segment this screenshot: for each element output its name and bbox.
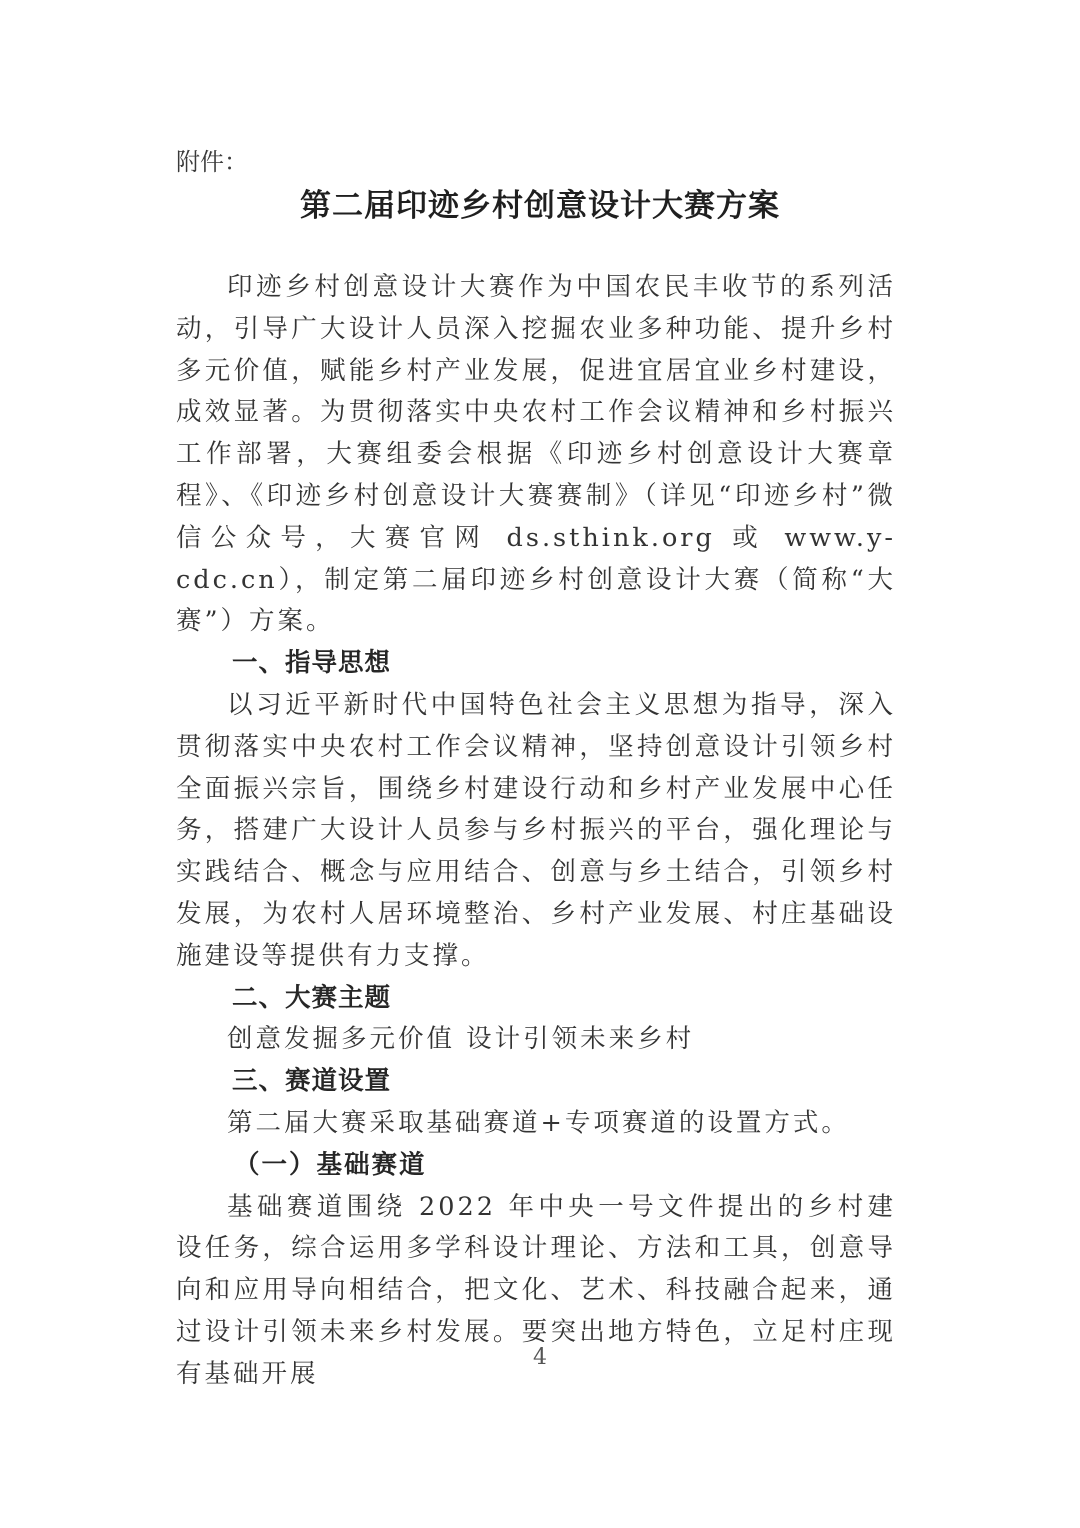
- subsection-heading-basic-track: （一）基础赛道: [234, 1149, 427, 1180]
- theme-paragraph: 创意发掘多元价值 设计引领未来乡村: [227, 1024, 695, 1055]
- guiding-ideology-paragraph: 以习近平新时代中国特色社会主义思想为指导，深入贯彻落实中央农村工作会议精神，坚持创意设计引领乡村全面振兴宗旨，围绕乡村建设行动和乡村产业发展中心任务，搭建广大设计人员参与乡村振兴的平台，强化理论与实践结合、概念与应用结合、创意与乡土结合，引领乡村发展，为农村人居环境整治、乡村产业发展、村庄基础设施建设等提供有力支撑。: [176, 689, 896, 971]
- tracks-paragraph: 第二届大赛采取基础赛道+专项赛道的设置方式。: [227, 1107, 850, 1138]
- section-heading-guiding-ideology: 一、指导思想: [232, 648, 392, 679]
- section-heading-theme: 二、大赛主题: [232, 982, 392, 1013]
- basic-track-paragraph: 基础赛道围绕 2022 年中央一号文件提出的乡村建设任务，综合运用多学科设计理论、方法和工具，创意导向和应用导向相结合，把文化、艺术、科技融合起来，通过设计引领未来乡村发展。要突出地方特色，立足村庄现有基础开展: [176, 1191, 896, 1389]
- section-heading-tracks: 三、赛道设置: [232, 1066, 392, 1097]
- intro-paragraph: 印迹乡村创意设计大赛作为中国农民丰收节的系列活动，引导广大设计人员深入挖掘农业多种功能、提升乡村多元价值，赋能乡村产业发展，促进宜居宜业乡村建设，成效显著。为贯彻落实中央农村工作会议精神和乡村振兴工作部署，大赛组委会根据《印迹乡村创意设计大赛章程》、《印迹乡村创意设计大赛赛制》（详见“印迹乡村”微信公众号，大赛官网 ds.sthink.org 或 www.y-cdc.cn），制定第二届印迹乡村创意设计大赛（简称“大赛”）方案。: [176, 272, 896, 637]
- document-body: [176, 267, 896, 1396]
- document-title: 第二届印迹乡村创意设计大赛方案: [300, 188, 780, 224]
- page-number: 4: [533, 1345, 547, 1370]
- attachment-label: 附件：: [176, 148, 248, 176]
